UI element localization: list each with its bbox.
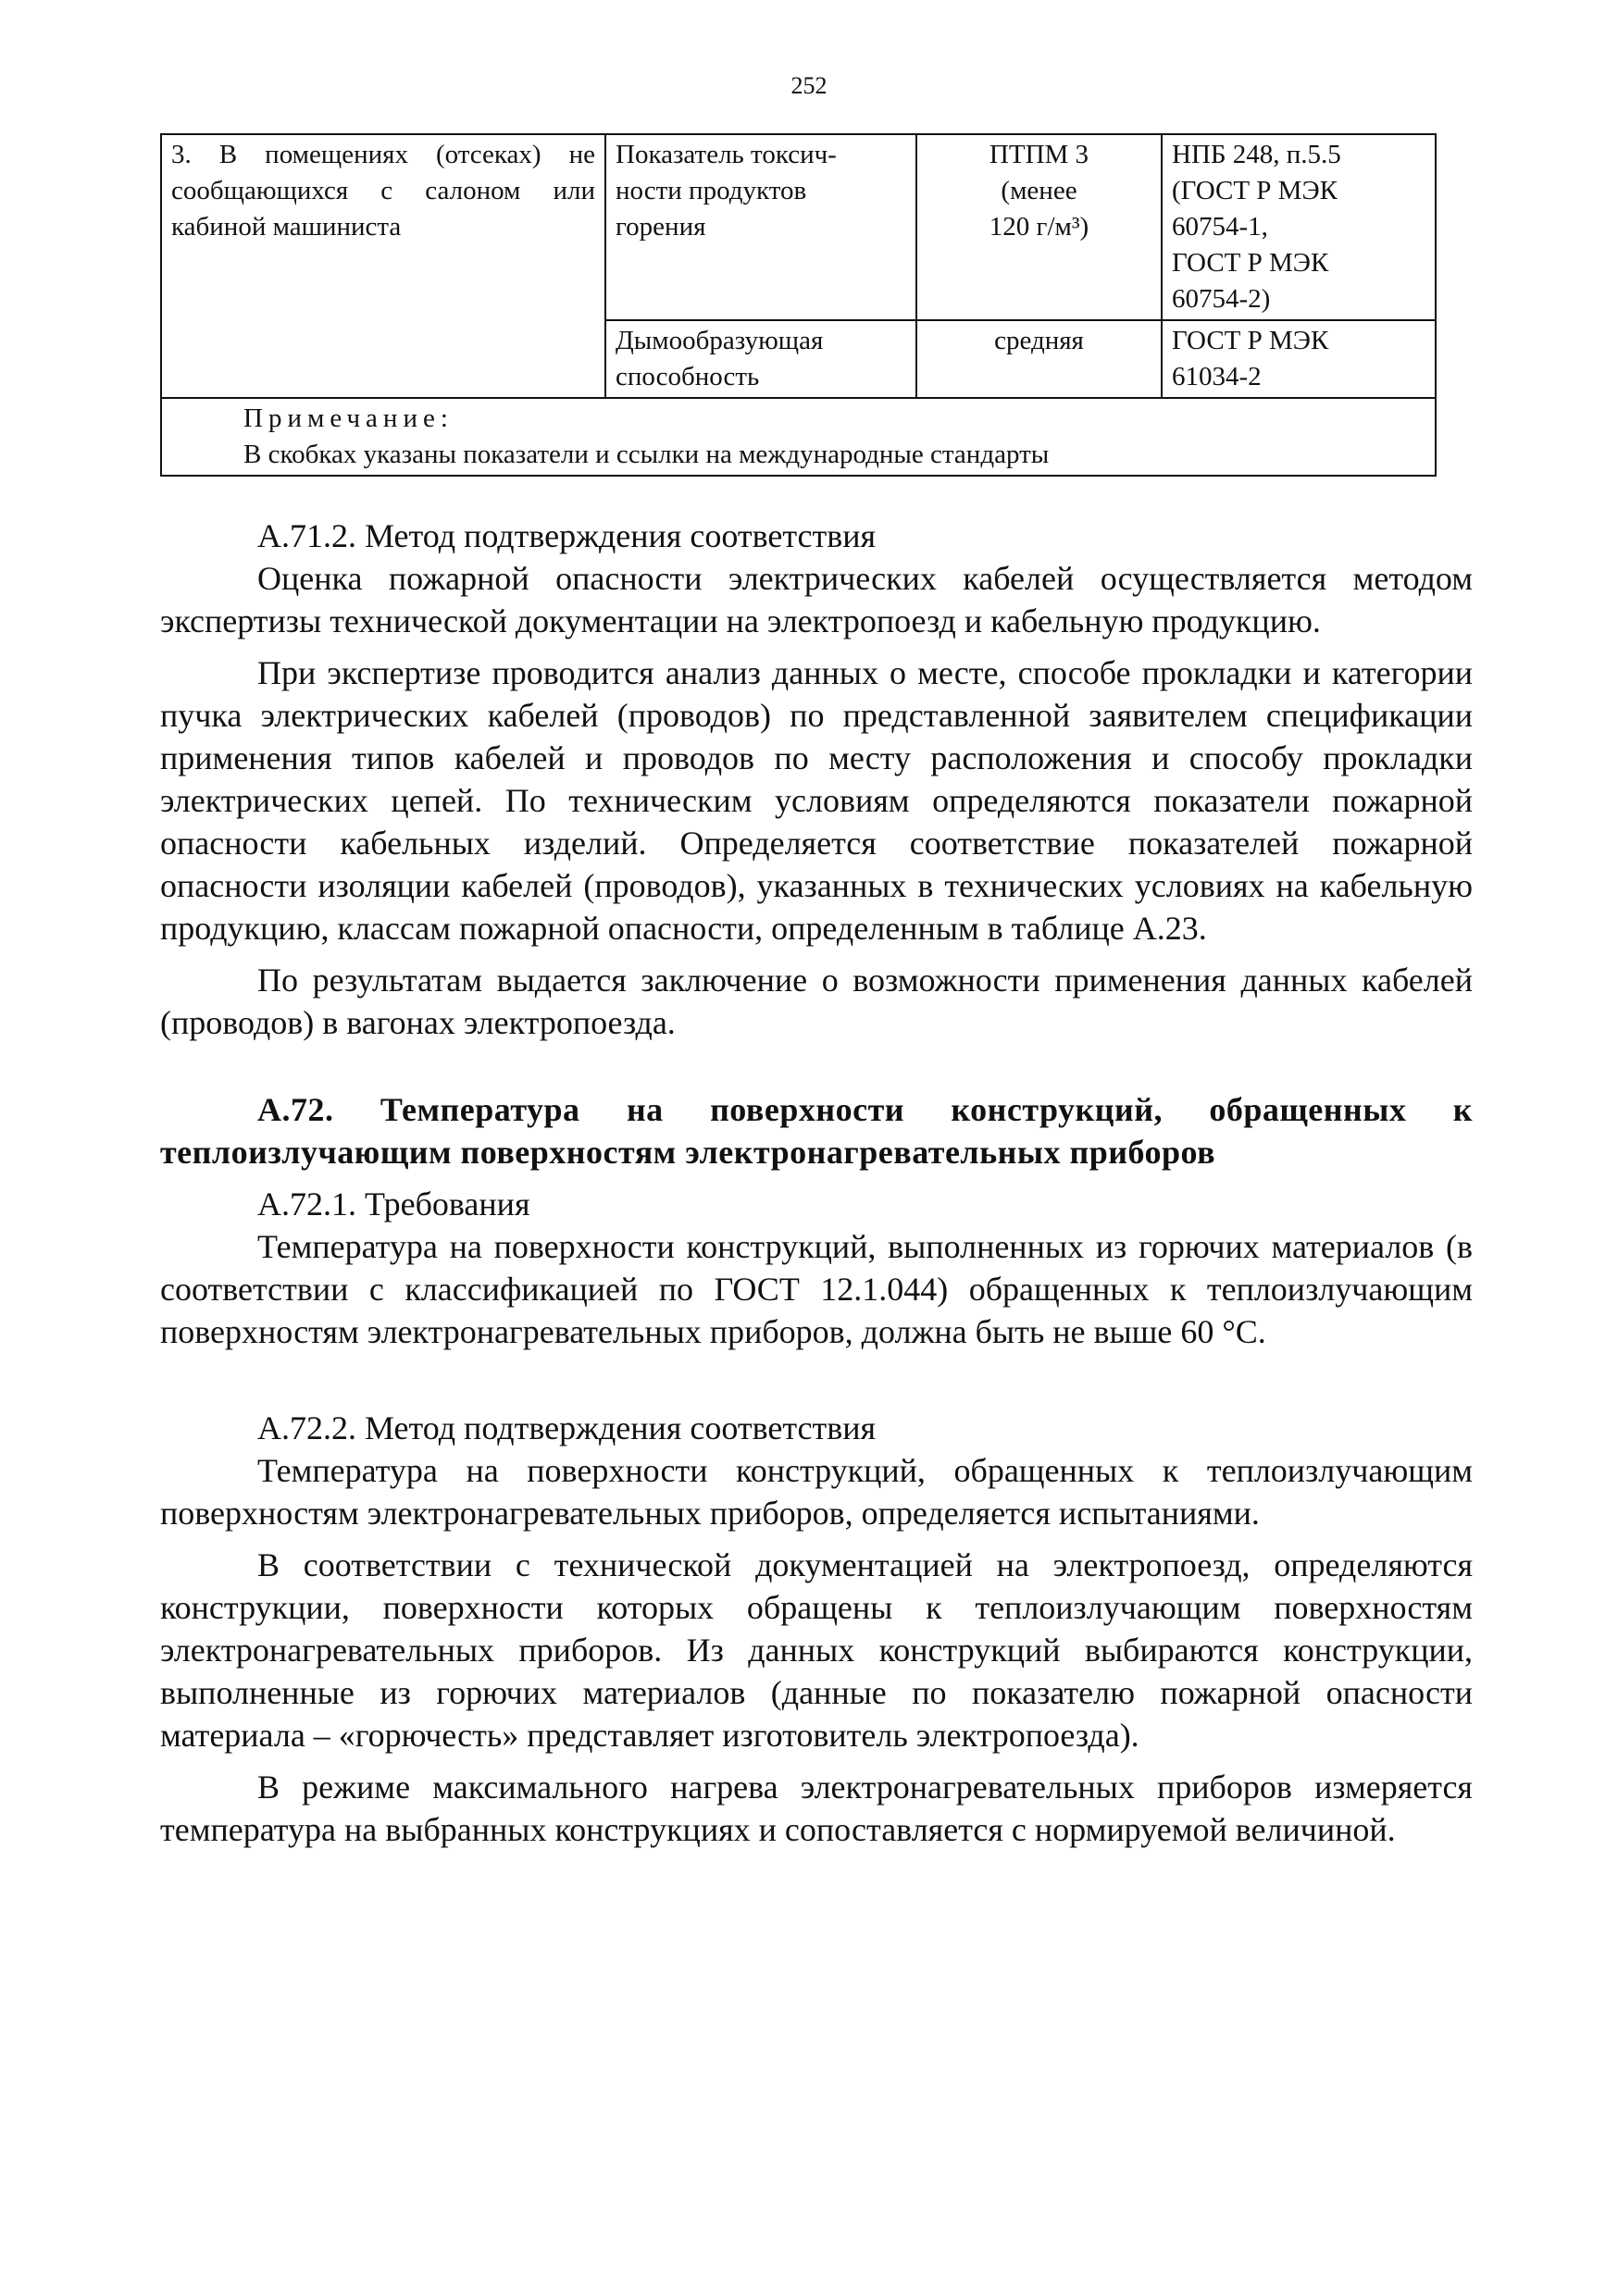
fire-safety-table [160, 133, 1437, 477]
value-cell [916, 134, 1162, 320]
indicator-cell [605, 134, 916, 320]
table-note-cell [161, 398, 1436, 476]
paragraph: При экспертизе проводится анализ данных о месте, способе прокладки и категории пучка электрических кабелей (проводов) по представленной заявителем спецификации применения типов кабелей и проводов по месту расположения и способу прокладки электрических цепей. По техническим условиям определяются показатели пожарной опасности кабельных изделий. Определяется соответствие показателей пожарной опасности изоляции кабелей (проводов), указанных в технических условиях на кабельную продукцию, классам пожарной опасности, определенным в таблице А.23. [160, 654, 1473, 947]
page-number: 252 [790, 72, 828, 99]
indicator-cell [605, 320, 916, 398]
reference-text: ГОСТ Р МЭК 61034-2 [1172, 326, 1329, 391]
condition-text: 3. В помещениях (отсеках) не сообщающихся с салоном или кабиной машиниста [171, 140, 595, 242]
value-text: средняя [994, 326, 1084, 355]
note-label: Примечание: [243, 403, 454, 433]
section-72-heading: А.72. Температура на поверхности конструкций, обращенных к теплоизлучающим поверхностям электронагревательных приборов [160, 1091, 1473, 1171]
paragraph: Температура на поверхности конструкций, выполненных из горючих материалов (в соответствии с классификацией по ГОСТ 12.1.044) обращенных к теплоизлучающим поверхностям электронагревательных приборов, должна быть не выше 60 °С. [160, 1228, 1473, 1350]
paragraph: Оценка пожарной опасности электрических кабелей осуществляется методом экспертизы технической документации на электропоезд и кабельную продукцию. [160, 560, 1473, 639]
note-text: В скобках указаны показатели и ссылки на международные стандарты [243, 440, 1050, 469]
paragraph: По результатам выдается заключение о возможности применения данных кабелей (проводов) в вагонах электропоезда. [160, 962, 1473, 1041]
section-72-1-title: А.72.1. Требования [257, 1185, 530, 1222]
document-body [160, 515, 1473, 1851]
condition-cell [161, 134, 605, 398]
indicator-text: Дымообразующая способность [616, 326, 824, 391]
section-71-2-title: А.71.2. Метод подтверждения соответствия [257, 517, 877, 554]
reference-cell [1162, 134, 1436, 320]
paragraph: В соответствии с технической документацией на электропоезд, определяются конструкции, поверхности которых обращены к теплоизлучающим поверхностям электронагревательных приборов. Из данных конструкций выбираются конструкции, выполненные из горючих материалов (данные по показателю пожарной опасности материала – «горючесть» представляет изготовитель электропоезда). [160, 1546, 1473, 1754]
paragraph: В режиме максимального нагрева электронагревательных приборов измеряется температура на выбранных конструкциях и сопоставляется с нормируемой величиной. [160, 1769, 1473, 1848]
table-row [161, 134, 1436, 320]
indicator-text: Показатель токсич- ности продуктов горения [616, 140, 837, 242]
reference-cell [1162, 320, 1436, 398]
value-cell [916, 320, 1162, 398]
value-text: ПТПМ 3 (менее 120 г/м³) [989, 140, 1089, 242]
paragraph: Температура на поверхности конструкций, обращенных к теплоизлучающим поверхностям электронагревательных приборов, определяется испытаниями. [160, 1452, 1473, 1532]
table-note-row [161, 398, 1436, 476]
reference-text: НПБ 248, п.5.5 (ГОСТ Р МЭК 60754-1, ГОСТ Р МЭК 60754-2) [1172, 140, 1341, 314]
section-72-2-title: А.72.2. Метод подтверждения соответствия [257, 1409, 877, 1446]
